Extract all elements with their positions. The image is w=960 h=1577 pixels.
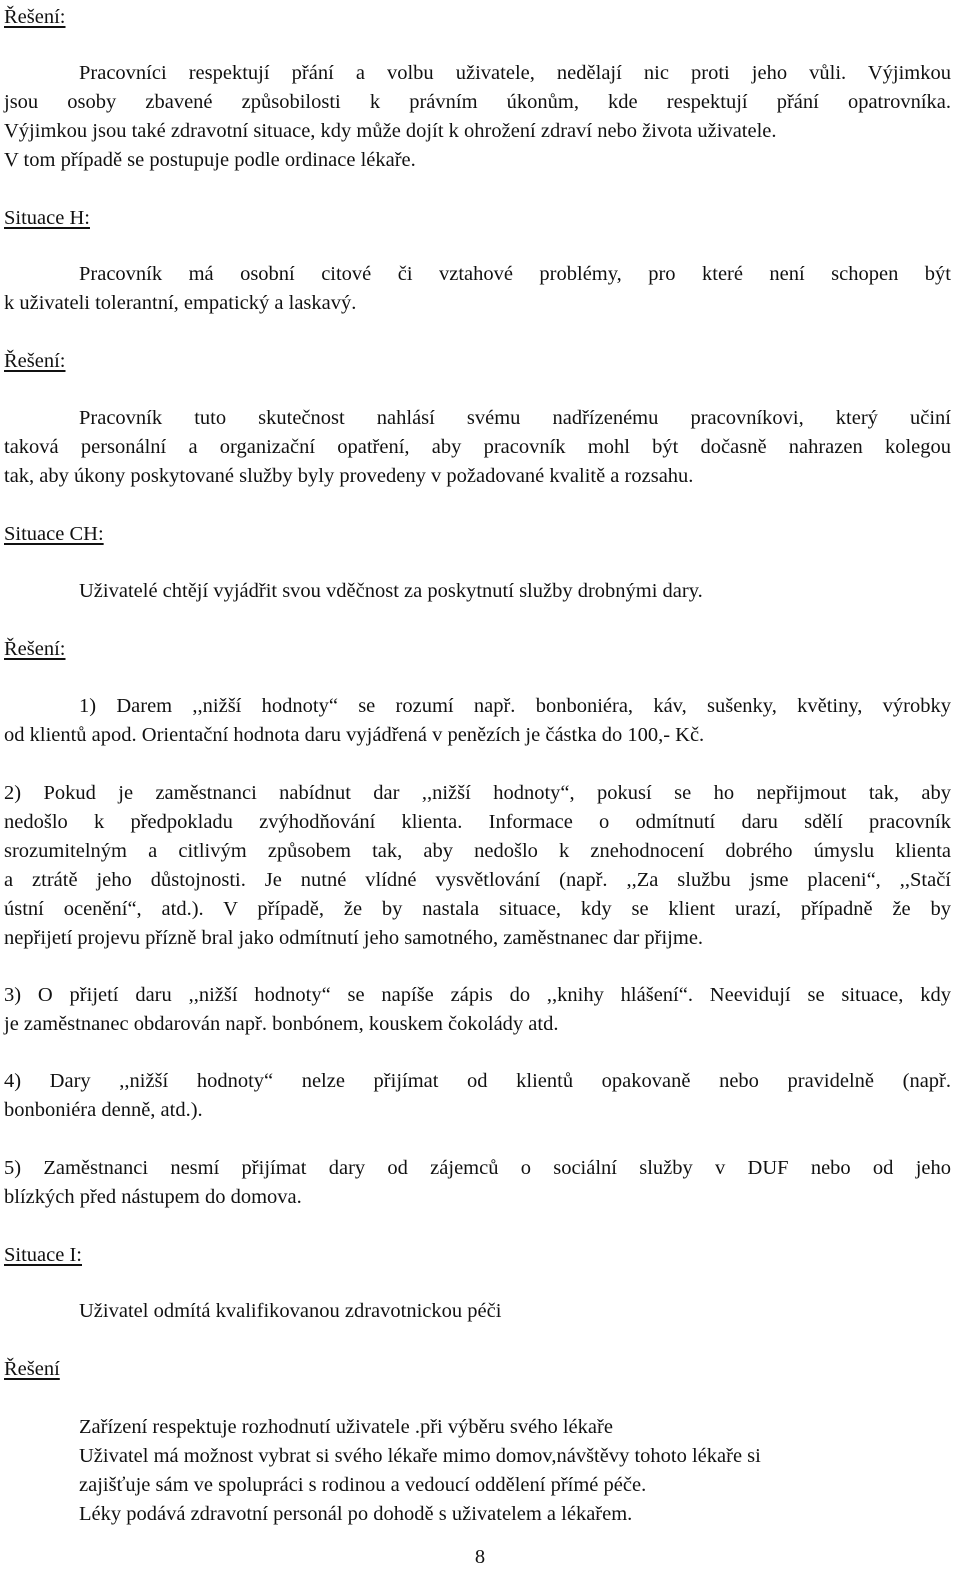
text-line: 5) Zaměstnanci nesmí přijímat dary od zájemců o sociální služby v DUF nebo od jeho [4, 1157, 951, 1179]
text-line: srozumitelným a citlivým způsobem tak, aby nedošlo k znehodnocení dobrého úmyslu klienta [4, 840, 951, 862]
text-line: nepřijetí projevu přízně bral jako odmítnutí jeho samotného, zaměstnanec dar přijme. [4, 927, 704, 949]
text-line: Uživatel odmítá kvalifikovanou zdravotnickou péči [79, 1300, 502, 1322]
section-heading: Situace I: [4, 1244, 82, 1266]
text-line: Uživatelé chtějí vyjádřit svou vděčnost za poskytnutí služby drobnými dary. [79, 580, 703, 602]
text-line: Zařízení respektuje rozhodnutí uživatele .při výběru svého lékaře [79, 1416, 613, 1438]
text-line: ústní ocenění“, atd.). V případě, že by nastala situace, kdy se klient urazí, případně že by [4, 898, 951, 920]
text-line: 2) Pokud je zaměstnanci nabídnut dar ,,nižší hodnoty“, pokusí se ho nepřijmout tak, aby [4, 782, 951, 804]
section-heading: Situace CH: [4, 523, 104, 545]
text-line: Výjimkou jsou také zdravotní situace, kdy může dojít k ohrožení zdraví nebo života uživatele. [4, 120, 777, 142]
text-line: blízkých před nástupem do domova. [4, 1186, 302, 1208]
section-heading: Řešení: [4, 350, 66, 372]
page-number: 8 [474, 1546, 486, 1568]
text-line: od klientů apod. Orientační hodnota daru vyjádřená v penězích je částka do 100,- Kč. [4, 724, 705, 746]
text-line: tak, aby úkony poskytované služby byly provedeny v požadované kvalitě a rozsahu. [4, 465, 694, 487]
text-line: taková personální a organizační opatření, aby pracovník mohl být dočasně nahrazen kolegou [4, 436, 951, 458]
text-line: Pracovník tuto skutečnost nahlásí svému nadřízenému pracovníkovi, který učiní [79, 407, 951, 429]
text-line: Pracovníci respektují přání a volbu uživatele, nedělají nic proti jeho vůli. Výjimkou [79, 62, 951, 84]
text-line: Léky podává zdravotní personál po dohodě s uživatelem a lékařem. [79, 1503, 633, 1525]
text-line: Pracovník má osobní citové či vztahové problémy, pro které není schopen být [79, 263, 951, 285]
text-line: k uživateli tolerantní, empatický a laskavý. [4, 292, 357, 314]
section-heading: Situace H: [4, 207, 90, 229]
text-line: bonboniéra denně, atd.). [4, 1099, 203, 1121]
section-heading: Řešení: [4, 638, 66, 660]
text-line: V tom případě se postupuje podle ordinace lékaře. [4, 149, 416, 171]
text-line: je zaměstnanec obdarován např. bonbónem, kouskem čokolády atd. [4, 1013, 559, 1035]
text-line: 1) Darem ,,nižší hodnoty“ se rozumí např. bonboniéra, káv, sušenky, květiny, výrobky [79, 695, 951, 717]
text-line: 4) Dary ,,nižší hodnoty“ nelze přijímat od klientů opakovaně nebo pravidelně (např. [4, 1070, 951, 1092]
text-line: jsou osoby zbavené způsobilosti k právním úkonům, kde respektují přání opatrovníka. [4, 91, 951, 113]
text-line: zajišťuje sám ve spolupráci s rodinou a vedoucí oddělení přímé péče. [79, 1474, 647, 1496]
section-heading: Řešení [4, 1358, 60, 1380]
text-line: a ztrátě jeho důstojnosti. Je nutné vlídné vysvětlování (např. ,,Za službu jsme placeni“, ,,Stačí [4, 869, 951, 891]
text-line: Uživatel má možnost vybrat si svého lékaře mimo domov,návštěvy tohoto lékaře si [79, 1445, 761, 1467]
text-line: nedošlo k předpokladu zvýhodňování klienta. Informace o odmítnutí daru sdělí pracovník [4, 811, 951, 833]
section-heading: Řešení: [4, 6, 66, 28]
text-line: 3) O přijetí daru ,,nižší hodnoty“ se napíše zápis do ,,knihy hlášení“. Neevidují se situace, kdy [4, 984, 951, 1006]
